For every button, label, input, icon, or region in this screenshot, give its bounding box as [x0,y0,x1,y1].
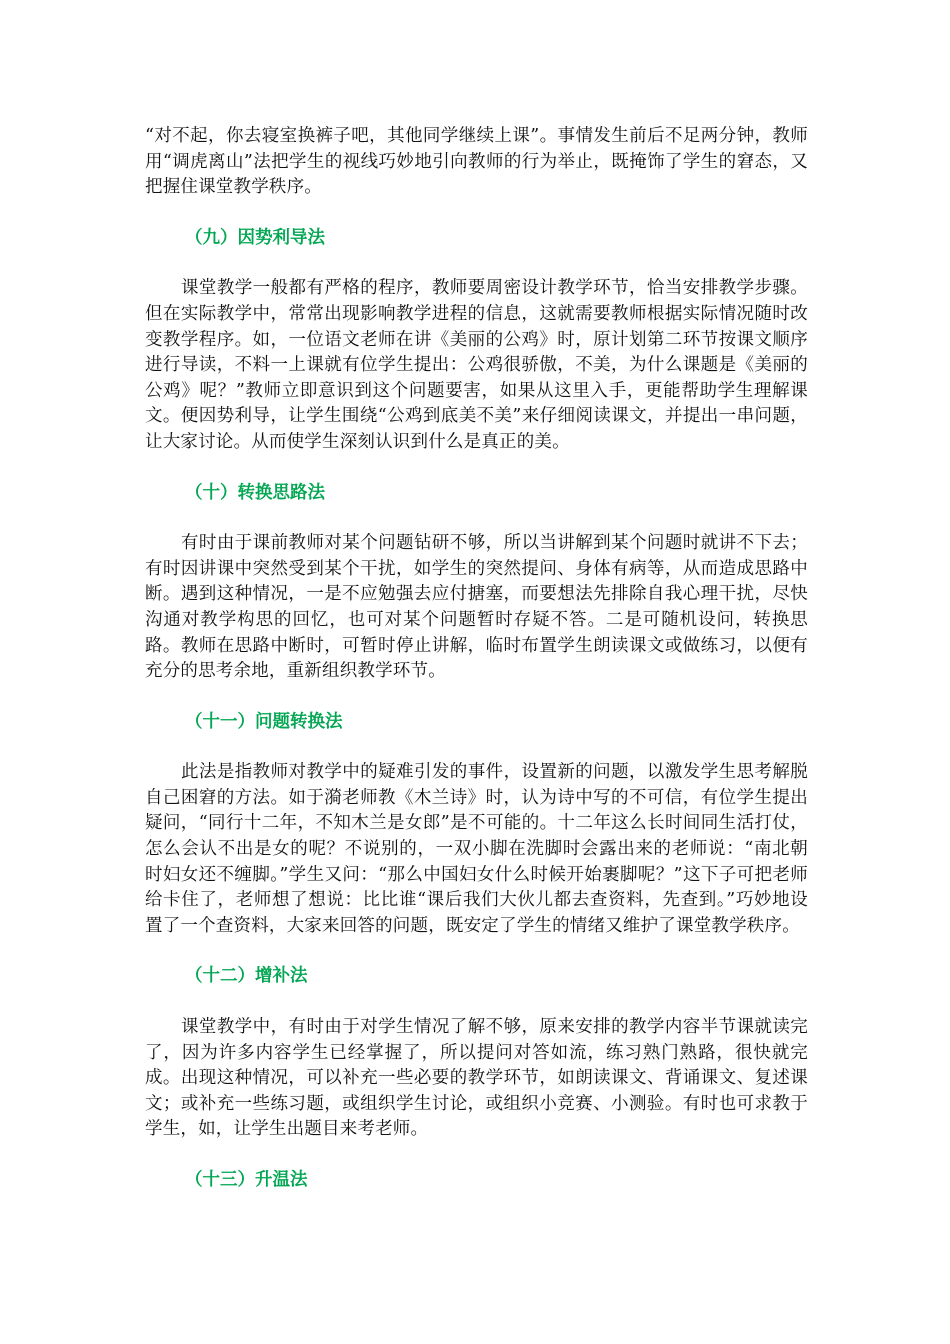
section-heading-11: （十一）问题转换法 [185,711,343,732]
paragraph-section-11: 此法是指教师对教学中的疑难引发的事件，设置新的问题，以激发学生思考解脱自己困窘的方法。如于漪老师教《木兰诗》时，认为诗中写的不可信，有位学生提出疑问，“同行十二年，不知木兰是女郎”是不可能的。十二年这么长时间同生活打仗，怎么会认不出是女的呢？不说别的，一双小脚在洗脚时会露出来的老师说：“南北朝时妇女还不缠脚。”学生又问：“那么中国妇女什么时候开始裹脚呢？”这下子可把老师给卡住了，老师想了想说：比比谁“课后我们大伙儿都去查资料，先查到。”巧妙地设置了一个查资料，大家来回答的问题，既安定了学生的情绪又维护了课堂教学秩序。 [145,762,808,936]
section-heading-12: （十二）增补法 [185,966,308,987]
section-heading-9: （九）因势利导法 [185,227,325,248]
paragraph-intro: “对不起，你去寝室换裤子吧，其他同学继续上课”。事情发生前后不足两分钟，教师用“调虎离山”法把学生的视线巧妙地引向教师的行为举止，既掩饰了学生的窘态，又把握住课堂教学秩序。 [145,126,808,198]
paragraph-section-10: 有时由于课前教师对某个问题钻研不够，所以当讲解到某个问题时就讲不下去；有时因讲课中突然受到某个干扰，如学生的突然提问、身体有病等，从而造成思路中断。遇到这种情况，一是不应勉强去应付搪塞，而要想法先排除自我心理干扰，尽快沟通对教学构思的回忆，也可对某个问题暂时存疑不答。二是可随机设问，转换思路。教师在思路中断时，可暂时停止讲解，临时布置学生朗读课文或做练习，以便有充分的思考余地，重新组织教学环节。 [145,533,808,682]
document-page [145,124,808,1194]
paragraph-section-9: 课堂教学一般都有严格的程序，教师要周密设计教学环节，恰当安排教学步骤。但在实际教学中，常常出现影响教学进程的信息，这就需要教师根据实际情况随时改变教学程序。如，一位语文老师在讲《美丽的公鸡》时，原计划第二环节按课文顺序进行导读，不料一上课就有位学生提出：公鸡很骄傲，不美，为什么课题是《美丽的公鸡》呢？”教师立即意识到这个问题要害，如果从这里入手，更能帮助学生理解课文。便因势利导，让学生围绕“公鸡到底美不美”来仔细阅读课文，并提出一串问题，让大家讨论。从而使学生深刻认识到什么是真正的美。 [145,278,808,452]
section-heading-13: （十三）升温法 [185,1170,308,1190]
paragraph-section-12: 课堂教学中，有时由于对学生情况了解不够，原来安排的教学内容半节课就读完了，因为许多内容学生已经掌握了，所以提问对答如流，练习熟门熟路，很快就完成。出现这种情况，可以补充一些必要的教学环节，如朗读课文、背诵课文、复述课文；或补充一些练习题，或组织学生讨论，或组织小竞赛、小测验。有时也可求教于学生，如，让学生出题目来考老师。 [145,1017,808,1140]
section-heading-10: （十）转换思路法 [185,482,325,503]
